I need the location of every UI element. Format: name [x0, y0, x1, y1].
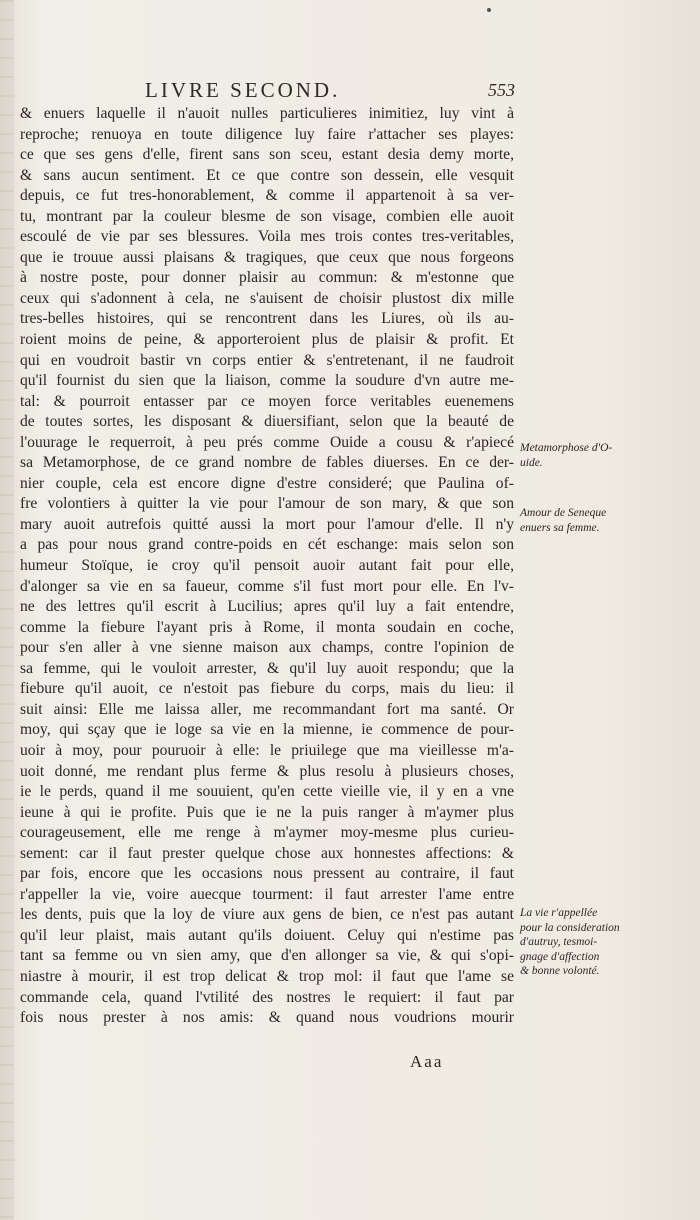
text-line: à nostre poste, pour donner plaisir au commun: & m'estonne que [20, 269, 514, 287]
text-line: ce que ses gens d'elle, firent sans son sceu, estant desia demy morte, [20, 146, 514, 164]
text-line: humeur Stoïque, ie croy qu'il pensoit auoir autant fait pour elle, [20, 557, 514, 575]
text-line: escoulé de vie par ses blessures. Voila mes trois contes tres-veritables, [20, 228, 514, 246]
text-line: l'ouurage le requerroit, à peu prés comme Ouide a cousu & r'apiecé [20, 433, 514, 451]
margin-note-line: uide. [520, 456, 543, 469]
text-line: de toutes sortes, les disposant & diuersifiant, selon que la beauté de [20, 413, 514, 431]
text-line: les dents, puis que la loy de viure aux gens de bien, ce n'est pas autant [20, 906, 514, 924]
text-line: uoir à moy, pour pouruoir à elle: le priuilege que ma vieillesse m'a- [20, 741, 514, 759]
text-line: roient moins de peine, & apporteroient plus de plaisir & profit. Et [20, 331, 514, 349]
text-line: fois nous prester à nos amis: & quand nous voudrions mourir [20, 1009, 514, 1027]
text-line: uoit donné, me rendant plus ferme & plus resolu à plusieurs choses, [20, 762, 514, 780]
ink-speck [487, 8, 491, 12]
text-line: tu, montrant par la couleur blesme de son visage, combien elle auoit [20, 207, 514, 225]
margin-note-line: La vie r'appellée [520, 907, 598, 919]
margin-note-line: Metamorphose d'O- [520, 442, 613, 454]
margin-note-line: Amour de Seneque [520, 507, 607, 519]
margin-note-seneque [520, 506, 660, 535]
text-line: ieune à qui ie profite. Puis que ie ne la puis ranger à m'aymer plus [20, 803, 514, 821]
margin-note-vie [520, 906, 660, 979]
page-number: 553 [488, 80, 515, 100]
text-line: ceux qui s'adonnent à cela, ne s'auisent de choisir plustost dix mille [20, 289, 514, 307]
text-line: tant sa femme ou vn sien amy, que d'en allonger sa vie, & qui s'opi- [20, 947, 514, 965]
running-head [145, 78, 525, 106]
text-line: niastre à mourir, il est trop delicat & trop mol: il faut que l'ame se [20, 967, 514, 985]
text-line: sa Metamorphose, de ce grand nombre de fables diuerses. En ce der- [20, 454, 514, 472]
catchword: Aaa [410, 1052, 444, 1071]
text-line: que ie trouue aussi plaisans & tragiques, que ceux que nous forgeons [20, 248, 514, 266]
text-line: tres-belles histoires, qui se rencontrent dans les Liures, où ils au- [20, 310, 514, 328]
margin-note-line: & bonne volonté. [520, 965, 600, 977]
text-line: & sans aucun sentiment. Et ce que contre son dessein, elle vesquit [20, 166, 514, 184]
text-line: a pas pour nous grand contre-poids en cét eschange: mais selon son [20, 536, 514, 554]
running-title: LIVRE SECOND. [145, 78, 341, 102]
text-line: courageusement, elle me renge à m'aymer moy-mesme plus curieu- [20, 824, 514, 842]
text-line: ne des lettres qu'il escrit à Lucilius; apres qu'il luy a fait entendre, [20, 598, 514, 616]
text-line: & enuers laquelle il n'auoit nulles particulieres inimitiez, luy vint à [20, 105, 514, 122]
text-line: fiebure qu'il auoit, ce n'estoit pas fiebure du corps, mais du lieu: il [20, 680, 514, 698]
text-line: pour s'en aller à vne sienne maison aux champs, contre l'opinion de [20, 639, 514, 657]
text-line: reproche; renuoya en toute diligence luy faire r'attacher ses playes: [20, 125, 514, 143]
text-line: suit ainsi: Elle me laissa aller, me recommandant fort ma santé. Or [20, 700, 514, 718]
text-line: depuis, ce fut tres-honorablement, & comme il appartenoit à sa ver- [20, 187, 514, 205]
text-line: fre volontiers à quitter la vie pour l'amour de son mary, & que son [20, 495, 514, 513]
margin-note-line: gnage d'affection [520, 950, 600, 963]
text-line: nier couple, cela est encore digne d'estre consideré; que Paulina of- [20, 474, 514, 492]
text-line: par fois, encore que les occasions nous pressent au contraire, il faut [20, 865, 514, 883]
text-line: qui en voudroit bastir vn corps entier & s'entretenant, il ne faudroit [20, 351, 514, 369]
text-line: moy, qui sçay que ie loge sa vie en la mienne, ie commence de pour- [20, 721, 514, 739]
margin-note-line: d'autruy, tesmoi- [520, 936, 598, 948]
margin-note-metamorphose [520, 441, 660, 470]
margin-note-line: pour la consideration [520, 921, 620, 934]
text-line: mary auoit autrefois quitté aussi la mort pour l'amour d'elle. Il n'y [20, 515, 514, 533]
text-line: commande cela, quand l'vtilité des nostres le requiert: il faut par [20, 988, 514, 1006]
text-line: sement: car il faut prester quelque chose aux honnestes affections: & [20, 844, 514, 862]
body-text [20, 104, 514, 1029]
text-line: r'appeller la vie, voire auecque tourment: il faut arrester l'ame entre [20, 885, 514, 903]
binding-gutter [0, 0, 14, 1220]
margin-note-line: enuers sa femme. [520, 521, 600, 534]
text-line: d'alonger sa vie en sa faueur, comme s'il fust mort pour elle. En l'v- [20, 577, 514, 595]
text-line: tal: & pourroit entasser par ce moyen force veritables euenemens [20, 392, 514, 410]
text-line: sa femme, qui le vouloit arrester, & qu'il luy auoit respondu; que la [20, 659, 514, 677]
text-line: comme la fiebure l'ayant pris à Rome, il monta soudain en coche, [20, 618, 514, 636]
text-line: qu'il leur plaist, mais autant qu'ils doiuent. Celuy qui n'estime pas [20, 926, 514, 944]
text-line: qu'il fournist du sien que la liaison, comme la soudure d'vn autre me- [20, 372, 514, 390]
text-line: ie le perds, quand il me souuient, qu'en cette vieille vie, il y en a vne [20, 783, 514, 801]
